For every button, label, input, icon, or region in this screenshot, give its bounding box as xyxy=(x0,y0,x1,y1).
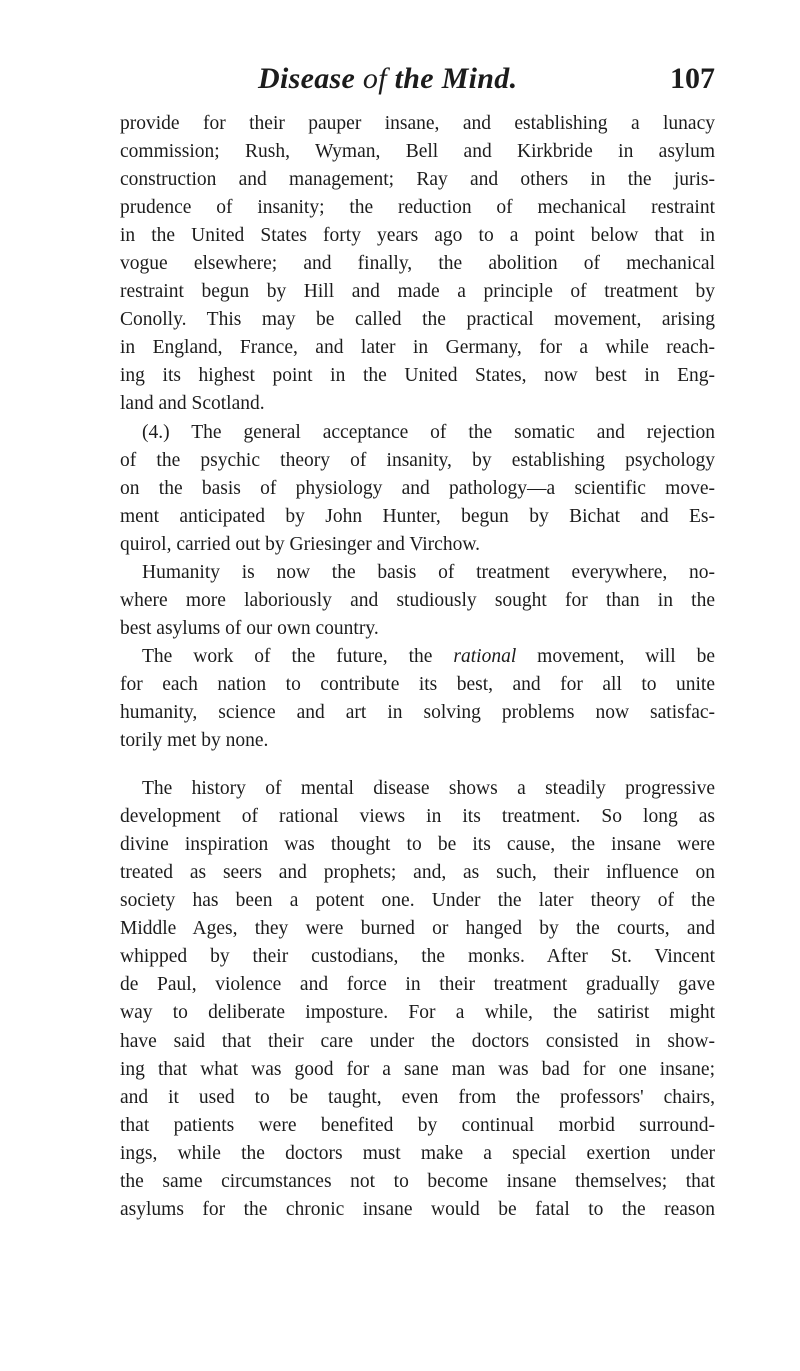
text-line: construction and management; Ray and others in the juris- xyxy=(120,169,715,191)
running-title-part2: the Mind. xyxy=(394,62,518,95)
text-line: provide for their pauper insane, and establishing a lunacy xyxy=(120,113,715,134)
emphasized-word: rational xyxy=(453,645,517,667)
text-line: torily met by none. xyxy=(120,730,269,752)
paragraph-somatic-theory xyxy=(120,419,715,559)
text-line: best asylums of our own country. xyxy=(120,617,379,639)
text-line: development of rational views in its treatment. So long as xyxy=(120,806,715,828)
running-title xyxy=(258,62,517,96)
text-line: (4.) The general acceptance of the somatic and rejection xyxy=(142,421,715,443)
text-line: the same circumstances not to become insane themselves; that xyxy=(120,1170,715,1192)
text-line: de Paul, violence and force in their treatment gradually gave xyxy=(120,974,715,996)
running-head xyxy=(120,62,715,102)
text-line: treated as seers and prophets; and, as such, their influence on xyxy=(120,862,715,884)
text-line: for each nation to contribute its best, and for all to unite xyxy=(120,673,715,695)
text-line: divine inspiration was thought to be its cause, the insane were xyxy=(120,834,715,856)
paragraph-future-work xyxy=(120,643,715,755)
text-line: prudence of insanity; the reduction of mechanical restraint xyxy=(120,197,715,219)
text-line: asylums for the chronic insane would be fatal to the reason xyxy=(120,1198,715,1220)
text-line: ings, while the doctors must make a special exertion under xyxy=(120,1142,715,1164)
page-number: 107 xyxy=(670,62,715,95)
text-line: Middle Ages, they were burned or hanged by the courts, and xyxy=(120,918,715,940)
paragraph-continuation xyxy=(120,110,715,419)
text-line: and it used to be taught, even from the professors' chairs, xyxy=(120,1086,715,1108)
paragraph-history xyxy=(120,775,715,1224)
text-line: whipped by their custodians, the monks. After St. Vincent xyxy=(120,946,715,968)
text-line: society has been a potent one. Under the later theory of the xyxy=(120,890,715,912)
text-fragment: The work of the future, the xyxy=(142,645,454,667)
text-line: ing its highest point in the United States, now best in Eng- xyxy=(120,365,715,387)
body-text xyxy=(120,110,715,1224)
text-line: ment anticipated by John Hunter, begun by Bichat and Es- xyxy=(120,505,715,527)
text-line: on the basis of physiology and pathology—a scientific move- xyxy=(120,477,715,499)
text-fragment: movement, will be xyxy=(516,645,715,667)
text-line: Conolly. This may be called the practical movement, arising xyxy=(120,309,715,331)
text-line: of the psychic theory of insanity, by establishing psychology xyxy=(120,449,715,471)
running-title-part1: Disease xyxy=(258,62,356,95)
text-line: restraint begun by Hill and made a principle of treatment by xyxy=(120,281,715,303)
running-title-of: of xyxy=(362,62,387,95)
text-line: have said that their care under the doctors consisted in show- xyxy=(120,1030,715,1052)
text-line: in England, France, and later in Germany, for a while reach- xyxy=(120,337,715,359)
text-line: quirol, carried out by Griesinger and Virchow. xyxy=(120,533,481,555)
text-line: vogue elsewhere; and finally, the abolition of mechanical xyxy=(120,253,715,275)
text-line: that patients were benefited by continual morbid surround- xyxy=(120,1114,715,1136)
text-line: way to deliberate imposture. For a while, the satirist might xyxy=(120,1002,715,1024)
section-gap xyxy=(120,755,715,775)
text-line: ing that what was good for a sane man was bad for one insane; xyxy=(120,1058,715,1080)
text-line: commission; Rush, Wyman, Bell and Kirkbride in asylum xyxy=(120,141,715,163)
text-line-with-emphasis xyxy=(120,643,715,671)
text-line: humanity, science and art in solving problems now satisfac- xyxy=(120,701,715,723)
text-line: in the United States forty years ago to a point below that in xyxy=(120,225,715,247)
text-line: The history of mental disease shows a steadily progressive xyxy=(142,778,715,800)
paragraph-humanity xyxy=(120,559,715,643)
text-line: where more laboriously and studiously sought for than in the xyxy=(120,589,715,611)
text-line: Humanity is now the basis of treatment everywhere, no- xyxy=(142,561,715,583)
text-line: land and Scotland. xyxy=(120,393,265,415)
